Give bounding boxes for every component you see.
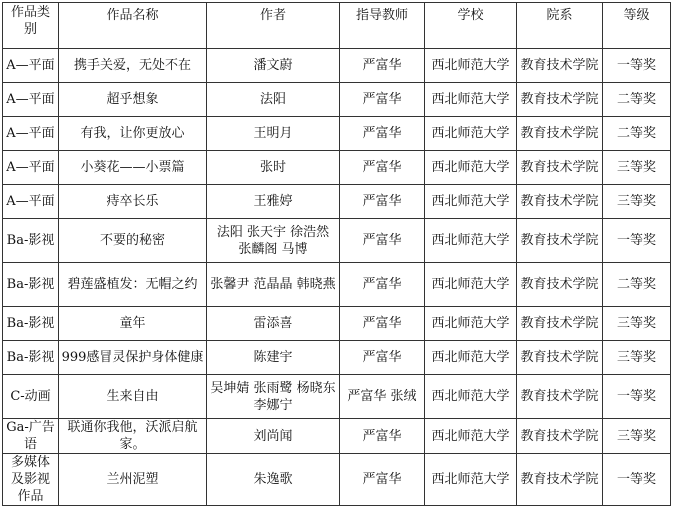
award-level-cell: 二等奖 bbox=[603, 117, 671, 151]
work-title-cell: 不要的秘密 bbox=[59, 219, 207, 263]
school-cell: 西北师范大学 bbox=[425, 375, 517, 419]
category-cell: Ba-影视 bbox=[3, 219, 59, 263]
work-title-cell: 兰州泥塑 bbox=[59, 454, 207, 506]
header-author: 作者 bbox=[207, 3, 340, 49]
advisor-cell: 严富华 bbox=[340, 83, 425, 117]
table-row bbox=[3, 185, 671, 219]
award-level-cell: 一等奖 bbox=[603, 219, 671, 263]
author-cell: 雷添喜 bbox=[207, 307, 340, 341]
school-cell: 西北师范大学 bbox=[425, 454, 517, 506]
advisor-cell: 严富华 bbox=[340, 307, 425, 341]
work-title-cell: 碧莲盛植发：无帽之约 bbox=[59, 263, 207, 307]
department-cell: 教育技术学院 bbox=[517, 49, 603, 83]
school-cell: 西北师范大学 bbox=[425, 49, 517, 83]
advisor-cell: 严富华 张绒 bbox=[340, 375, 425, 419]
department-cell: 教育技术学院 bbox=[517, 454, 603, 506]
school-cell: 西北师范大学 bbox=[425, 185, 517, 219]
award-level-cell: 二等奖 bbox=[603, 83, 671, 117]
advisor-cell: 严富华 bbox=[340, 117, 425, 151]
work-title-cell: 痔卒长乐 bbox=[59, 185, 207, 219]
work-title-cell: 联通你我他，沃派启航家。 bbox=[59, 419, 207, 454]
table-row bbox=[3, 83, 671, 117]
advisor-cell: 严富华 bbox=[340, 219, 425, 263]
header-row bbox=[3, 3, 671, 49]
table-row bbox=[3, 117, 671, 151]
work-title-cell: 有我，让你更放心 bbox=[59, 117, 207, 151]
department-cell: 教育技术学院 bbox=[517, 83, 603, 117]
table-row bbox=[3, 263, 671, 307]
author-cell: 刘尚闻 bbox=[207, 419, 340, 454]
advisor-cell: 严富华 bbox=[340, 454, 425, 506]
department-cell: 教育技术学院 bbox=[517, 375, 603, 419]
award-level-cell: 一等奖 bbox=[603, 454, 671, 506]
department-cell: 教育技术学院 bbox=[517, 341, 603, 375]
advisor-cell: 严富华 bbox=[340, 419, 425, 454]
category-cell: Ba-影视 bbox=[3, 307, 59, 341]
header-department: 院系 bbox=[517, 3, 603, 49]
category-cell: C-动画 bbox=[3, 375, 59, 419]
header-category: 作品类别 bbox=[3, 3, 59, 49]
school-cell: 西北师范大学 bbox=[425, 219, 517, 263]
table-row bbox=[3, 454, 671, 506]
table-row bbox=[3, 375, 671, 419]
school-cell: 西北师范大学 bbox=[425, 341, 517, 375]
advisor-cell: 严富华 bbox=[340, 341, 425, 375]
department-cell: 教育技术学院 bbox=[517, 185, 603, 219]
table-row bbox=[3, 219, 671, 263]
header-work-title: 作品名称 bbox=[59, 3, 207, 49]
author-cell: 法阳 张天宇 徐浩然 张麟阁 马博 bbox=[207, 219, 340, 263]
category-cell: Ga-广告语 bbox=[3, 419, 59, 454]
category-cell: Ba-影视 bbox=[3, 263, 59, 307]
category-cell: 多媒体及影视作品 bbox=[3, 454, 59, 506]
category-cell: A—平面 bbox=[3, 83, 59, 117]
category-cell: Ba-影视 bbox=[3, 341, 59, 375]
school-cell: 西北师范大学 bbox=[425, 263, 517, 307]
table-row bbox=[3, 307, 671, 341]
department-cell: 教育技术学院 bbox=[517, 419, 603, 454]
school-cell: 西北师范大学 bbox=[425, 151, 517, 185]
school-cell: 西北师范大学 bbox=[425, 117, 517, 151]
advisor-cell: 严富华 bbox=[340, 49, 425, 83]
table-row bbox=[3, 151, 671, 185]
department-cell: 教育技术学院 bbox=[517, 219, 603, 263]
school-cell: 西北师范大学 bbox=[425, 419, 517, 454]
award-level-cell: 三等奖 bbox=[603, 341, 671, 375]
advisor-cell: 严富华 bbox=[340, 263, 425, 307]
author-cell: 张时 bbox=[207, 151, 340, 185]
work-title-cell: 童年 bbox=[59, 307, 207, 341]
author-cell: 王雅婷 bbox=[207, 185, 340, 219]
department-cell: 教育技术学院 bbox=[517, 263, 603, 307]
work-title-cell: 携手关爱，无处不在 bbox=[59, 49, 207, 83]
author-cell: 潘文蔚 bbox=[207, 49, 340, 83]
award-level-cell: 三等奖 bbox=[603, 185, 671, 219]
awards-table bbox=[2, 2, 671, 506]
work-title-cell: 999感冒灵保护身体健康 bbox=[59, 341, 207, 375]
award-level-cell: 三等奖 bbox=[603, 151, 671, 185]
author-cell: 法阳 bbox=[207, 83, 340, 117]
header-advisor: 指导教师 bbox=[340, 3, 425, 49]
award-level-cell: 二等奖 bbox=[603, 263, 671, 307]
table-row bbox=[3, 49, 671, 83]
department-cell: 教育技术学院 bbox=[517, 117, 603, 151]
work-title-cell: 超乎想象 bbox=[59, 83, 207, 117]
table-row bbox=[3, 419, 671, 454]
award-level-cell: 一等奖 bbox=[603, 49, 671, 83]
category-cell: A—平面 bbox=[3, 117, 59, 151]
work-title-cell: 小葵花——小票篇 bbox=[59, 151, 207, 185]
author-cell: 王明月 bbox=[207, 117, 340, 151]
department-cell: 教育技术学院 bbox=[517, 151, 603, 185]
author-cell: 朱逸歌 bbox=[207, 454, 340, 506]
author-cell: 陈建宇 bbox=[207, 341, 340, 375]
school-cell: 西北师范大学 bbox=[425, 307, 517, 341]
award-level-cell: 三等奖 bbox=[603, 307, 671, 341]
category-cell: A—平面 bbox=[3, 185, 59, 219]
department-cell: 教育技术学院 bbox=[517, 307, 603, 341]
category-cell: A—平面 bbox=[3, 49, 59, 83]
advisor-cell: 严富华 bbox=[340, 185, 425, 219]
author-cell: 张馨尹 范晶晶 韩晓燕 bbox=[207, 263, 340, 307]
advisor-cell: 严富华 bbox=[340, 151, 425, 185]
category-cell: A—平面 bbox=[3, 151, 59, 185]
award-level-cell: 三等奖 bbox=[603, 419, 671, 454]
header-school: 学校 bbox=[425, 3, 517, 49]
header-award-level: 等级 bbox=[603, 3, 671, 49]
table-row bbox=[3, 341, 671, 375]
school-cell: 西北师范大学 bbox=[425, 83, 517, 117]
work-title-cell: 生来自由 bbox=[59, 375, 207, 419]
award-level-cell: 一等奖 bbox=[603, 375, 671, 419]
author-cell: 吴坤婧 张雨鹭 杨晓东 李娜宁 bbox=[207, 375, 340, 419]
